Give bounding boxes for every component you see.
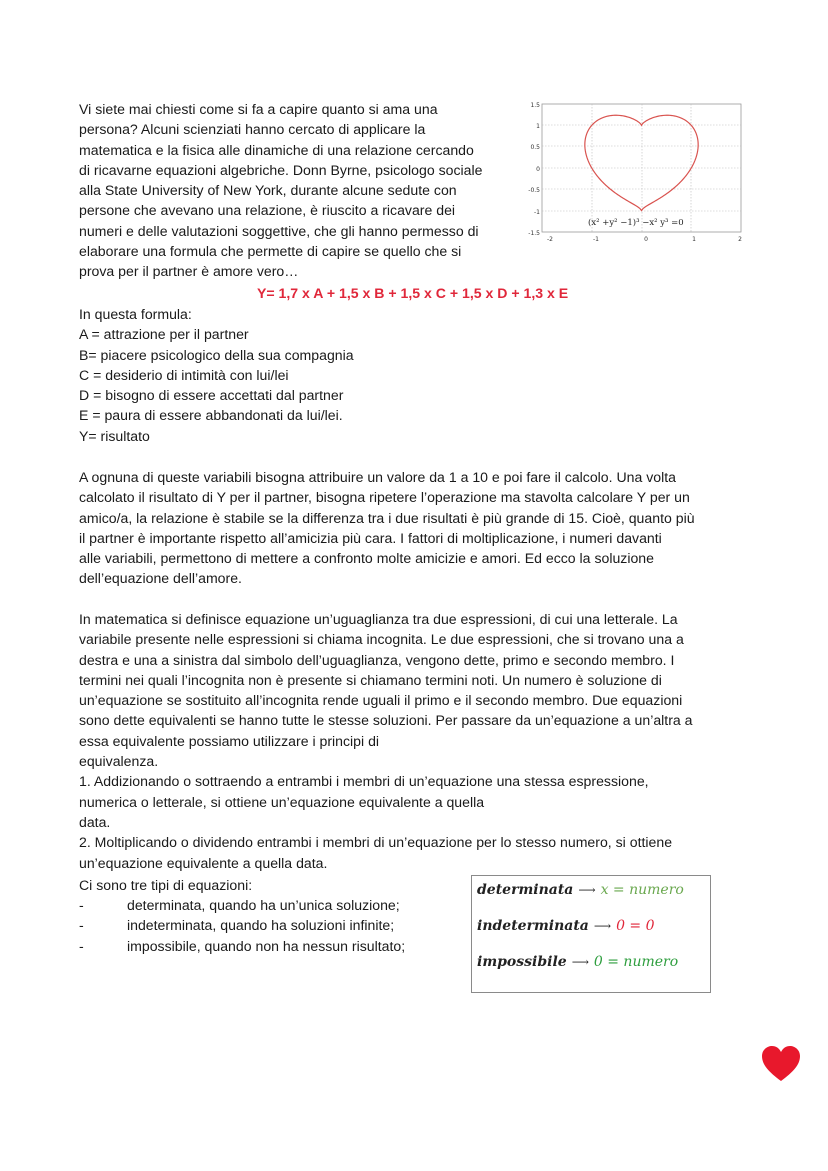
eq-row-impossibile (477, 954, 678, 970)
x-tick-label: -2 (547, 236, 553, 243)
text-line: un’equazione se sostituito all’incognita rende uguali il primo e il secondo membro. Due equazioni (79, 692, 683, 709)
y-tick-label: -0.5 (528, 187, 540, 194)
legend-line: In questa formula: (79, 306, 192, 322)
text-line: il partner è importante rispetto all’amicizia più cara. I fattori di moltiplicazione, i numeri davanti (79, 529, 662, 546)
list-item (79, 915, 405, 935)
legend-line: A = attrazione per il partner (79, 326, 249, 343)
eq-result: 0 = 0 (616, 918, 655, 934)
text-line: dell’equazione dell’amore. (79, 570, 242, 587)
eq-term: determinata (477, 882, 574, 898)
arrow-icon: ⟶ (578, 883, 596, 897)
text-line: alla State University of New York, durante alcune sedute con (79, 182, 457, 199)
y-tick-label: 1.5 (530, 102, 540, 109)
text-line: elaborare una formula che permette di capire se quello che si (79, 243, 462, 260)
text-line: calcolato il risultato di Y per il partner, bisogna ripetere l’operazione ma stavolta calcolare Y per un (79, 489, 690, 506)
equation-types-box (471, 875, 711, 993)
text-line: Ci sono tre tipi di equazioni: (79, 877, 253, 893)
text-line: A ognuna di queste variabili bisogna attribuire un valore da 1 a 10 e poi fare il calcolo. Una volta (79, 469, 677, 485)
text-line: variabile presente nelle espressioni si chiama incognita. Le due espressioni, che si trovano una a (79, 631, 684, 648)
text-line: termini nei quali l’incognita non è presente si chiamano termini noti. Un numero è soluzione di (79, 671, 662, 688)
eq-row-indeterminata (477, 918, 655, 934)
heart-curve-graph (520, 100, 755, 248)
calculation-paragraph (79, 467, 769, 589)
legend-line: Y= risultato (79, 427, 150, 444)
eq-row-determinata (477, 882, 684, 898)
y-tick-label: 0.5 (530, 144, 540, 151)
intro-paragraph (79, 99, 524, 282)
equation-definition-paragraph (79, 609, 769, 873)
text-line: matematica e la fisica alle dinamiche di una relazione cercando (79, 141, 474, 158)
legend-line: E = paura di essere abbandonati da lui/lei. (79, 407, 343, 424)
text-line: numerica o letterale, si ottiene un’equazione equivalente a quella (79, 793, 485, 810)
x-tick-label: 2 (738, 236, 742, 243)
list-item-text: indeterminata, quando ha soluzioni infinite; (127, 917, 395, 934)
y-tick-label: -1.5 (528, 230, 540, 237)
legend-line: D = bisogno di essere accettati dal partner (79, 387, 344, 404)
list-item (79, 895, 405, 915)
text-line: Vi siete mai chiesti come si fa a capire quanto si ama una (79, 101, 438, 117)
list-item-text: determinata, quando ha un’unica soluzione; (127, 897, 400, 913)
graph-equation: (x² +y² −1)³ −x² y³ =0 (588, 218, 684, 228)
equation-types-list (79, 895, 405, 956)
text-line: 1. Addizionando o sottraendo a entrambi i membri di un’equazione una stessa espressione, (79, 773, 649, 790)
text-line: In matematica si definisce equazione un’uguaglianza tra due espressioni, di cui una letterale. La (79, 611, 678, 627)
y-tick-labels (528, 102, 540, 237)
eq-result: 0 = numero (593, 954, 679, 970)
text-line: destra e una a sinistra dal simbolo dell’uguaglianza, vengono dette, primo e secondo membro. I (79, 651, 675, 668)
x-tick-labels (547, 236, 742, 243)
text-line: 2. Moltiplicando o dividendo entrambi i membri di un’equazione per lo stesso numero, si ottiene (79, 834, 673, 851)
formula-legend (79, 304, 354, 446)
x-tick-label: 0 (644, 236, 648, 243)
types-intro (79, 875, 252, 895)
eq-term: indeterminata (477, 918, 589, 934)
text-line: alle variabili, permettono di mettere a confronto molte amicizie e amori. Ed ecco la soluzione (79, 550, 654, 567)
text-line: prova per il partner è amore vero… (79, 263, 299, 280)
arrow-icon: ⟶ (571, 955, 589, 969)
list-item (79, 936, 405, 956)
x-tick-label: 1 (692, 236, 696, 243)
arrow-icon: ⟶ (593, 919, 612, 933)
y-tick-label: 0 (536, 166, 540, 173)
x-tick-label: -1 (593, 236, 599, 243)
heart-icon (761, 1045, 801, 1083)
eq-term: impossibile (477, 954, 567, 970)
text-line: numeri e delle valutazioni soggettive, che gli hanno permesso di (79, 222, 479, 239)
text-line: equivalenza. (79, 753, 159, 770)
list-dash: - (79, 897, 84, 913)
list-dash: - (79, 917, 84, 934)
legend-line: C = desiderio di intimità con lui/lei (79, 366, 289, 383)
list-dash: - (79, 937, 84, 954)
text-line: persone che avevano una relazione, è riuscito a ricavare dei (79, 202, 456, 219)
text-line: un’equazione equivalente a quella data. (79, 854, 328, 871)
love-formula: Y= 1,7 x A + 1,5 x B + 1,5 x C + 1,5 x D + 1,3 x E (257, 285, 569, 301)
text-line: di ricavarne equazioni algebriche. Donn Byrne, psicologo sociale (79, 161, 483, 178)
text-line: data. (79, 813, 111, 830)
text-line: persona? Alcuni scienziati hanno cercato di applicare la (79, 121, 426, 138)
y-tick-label: -1 (534, 209, 540, 216)
text-line: amico/a, la relazione è stabile se la differenza tra i due risultati è più grande di 15. Cioè, quanto più (79, 509, 695, 526)
legend-line: B= piacere psicologico della sua compagnia (79, 346, 354, 363)
text-line: sono dette equivalenti se hanno tutte le stesse soluzioni. Per passare da un’equazione a un’altra a (79, 712, 693, 729)
text-line: essa equivalente possiamo utilizzare i principi di (79, 732, 380, 749)
eq-result: x = numero (600, 882, 684, 898)
list-item-text: impossibile, quando non ha nessun risultato; (127, 937, 406, 954)
y-tick-label: 1 (536, 123, 540, 130)
